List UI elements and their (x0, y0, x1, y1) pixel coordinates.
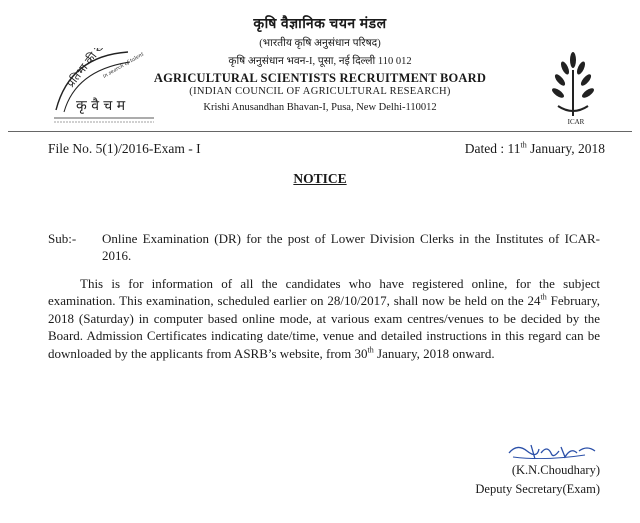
hindi-address: कृषि अनुसंधान भवन-I, पूसा, नई दिल्ली 110 012 (228, 56, 412, 67)
subject-text: Online Examination (DR) for the post of Lower Division Clerks in the Institutes of ICAR-2016. (102, 231, 600, 263)
notice-date: Dated : 11th January, 2018 (464, 140, 605, 156)
file-number: File No. 5(1)/2016-Exam - I (48, 141, 201, 156)
handwritten-signature-icon (505, 441, 600, 463)
logo-tagline: in search of talent (102, 51, 145, 80)
icar-wheat-logo-icon (548, 50, 598, 128)
subject-label: Sub:- (48, 231, 77, 246)
icar-logo-label: ICAR (567, 118, 585, 126)
signatory-name: (K.N.Choudhary) (511, 463, 600, 477)
hindi-board-title: कृषि वैज्ञानिक चयन मंडल (253, 17, 387, 32)
notice-body: This is for information of all the candidates who have registered online, for the subject examination. This examination, scheduled earlier on 28/10/2017, shall now be held on the 24th February, 2018 (Saturday) in computer based online mode, at various exam centres/venues to be decided by the Board. Admission Certificates indicating date/time, venue and detailed instructions in this regard can be downloaded by the applicants from ASRB’s website, from 30th January, 2018 onward. (48, 276, 601, 361)
notice-subject (48, 230, 600, 264)
hindi-council-subtitle: (भारतीय कृषि अनुसंधान परिषद) (259, 38, 381, 49)
council-subtitle: (INDIAN COUNCIL OF AGRICULTURAL RESEARCH) (189, 86, 451, 97)
header-divider (8, 131, 632, 132)
board-address: Krishi Anusandhan Bhavan-I, Pusa, New Delhi-110012 (203, 102, 437, 113)
logo-hindi-text-top: प्रतिभा की खोज (64, 48, 114, 90)
signatory-designation: Deputy Secretary(Exam) (475, 482, 600, 496)
board-title: AGRICULTURAL SCIENTISTS RECRUITMENT BOARD (153, 71, 487, 85)
logo-hindi-text-bottom: कृ वै च म (76, 98, 126, 114)
notice-title: NOTICE (293, 171, 347, 186)
asrb-logo-icon (50, 48, 160, 128)
